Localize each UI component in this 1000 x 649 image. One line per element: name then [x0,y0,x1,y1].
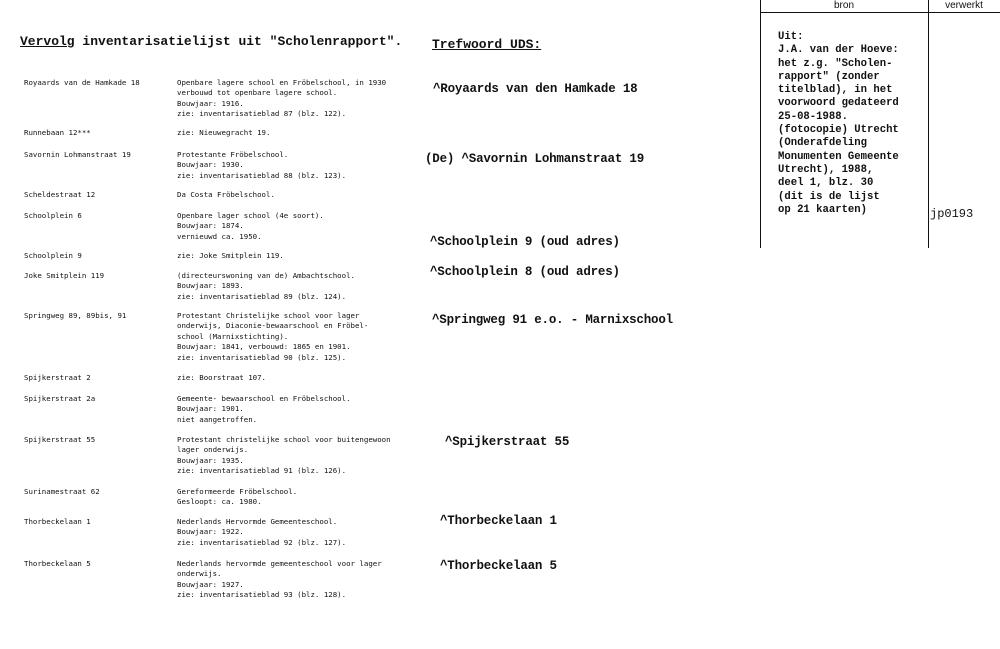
entry-address: Royaards van de Hamkade 18 [24,78,140,87]
entry-line: Protestant christelijke school voor buitengewoon [177,435,391,444]
entry-line: zie: Nieuwegracht 19. [177,128,271,137]
entry-description [177,559,427,601]
entry-line: Bouwjaar: 1930. [177,160,244,170]
entry-description [177,150,427,181]
entry-line: Gereformeerde Fröbelschool. [177,487,298,496]
entry-keyword: ^Thorbeckelaan 1 [440,514,557,528]
source-line: 25-08-1988. [778,110,848,123]
entry-keyword: ^Schoolplein 8 (oud adres) [430,265,620,279]
entry-line: onderwijs. [177,569,222,579]
entry-description [177,311,427,363]
entry-line: zie: inventarisatieblad 87 (blz. 122). [177,109,347,119]
entry-address: Schoolplein 6 [24,211,82,220]
entry-description [177,251,427,261]
entry-address: Spijkerstraat 55 [24,435,96,444]
entry-description [177,190,427,200]
source-line: op 21 kaarten) [778,203,868,216]
entry-line: vernieuwd ca. 1950. [177,231,262,241]
entry-address: Spijkerstraat 2 [24,373,91,382]
source-line: (fotocopie) Utrecht [778,124,899,137]
entry-line: zie: inventarisatieblad 93 (blz. 128). [177,590,347,600]
entry-line: niet aangetroffen. [177,414,258,424]
source-line: J.A. van der Hoeve: [778,44,899,57]
page-title [20,34,402,49]
entry-line: Gesloopt: ca. 1980. [177,497,262,507]
source-box-divider [928,0,929,248]
title-rest: inventarisatielijst uit "Scholenrapport". [82,34,403,49]
entry-line: Bouwjaar: 1841, verbouwd: 1865 en 1901. [177,342,351,352]
source-box-header-line [760,12,1000,13]
entry-keyword: ^Thorbeckelaan 5 [440,559,557,573]
source-column-header: bron [833,0,854,11]
entry-line: Da Costa Fröbelschool. [177,190,275,199]
processed-column-header: verwerkt [945,0,983,11]
source-line: Utrecht), 1988, [778,163,874,176]
entry-line: Bouwjaar: 1874. [177,221,244,231]
entry-address: Springweg 89, 89bis, 91 [24,311,127,320]
source-line: het z.g. "Scholen- [778,57,893,70]
entry-line: Bouwjaar: 1916. [177,98,244,108]
entry-description [177,487,427,508]
entry-description [177,211,427,242]
entry-description [177,517,427,548]
entry-line: zie: Boorstraat 107. [177,373,266,382]
entry-line: Bouwjaar: 1935. [177,455,244,465]
source-box [760,0,1000,248]
source-line: voorwoord gedateerd [778,97,899,110]
title-prefix: Vervolg [20,34,75,49]
entry-description [177,373,427,383]
entry-line: Bouwjaar: 1927. [177,579,244,589]
entry-line: Openbare lager school (4e soort). [177,211,324,220]
source-line: rapport" (zonder [778,70,880,83]
entry-line: zie: Joke Smitplein 119. [177,251,284,260]
entry-address: Surinamestraat 62 [24,487,100,496]
source-line: Uit: [778,31,804,43]
entry-line: Protestante Fröbelschool. [177,150,289,159]
keyword-heading: Trefwoord UDS: [432,37,542,52]
entry-address: Savornin Lohmanstraat 19 [24,150,131,159]
entry-line: zie: inventarisatieblad 92 (blz. 127). [177,537,347,547]
entry-description [177,78,427,120]
entry-description [177,394,427,425]
entry-line: Bouwjaar: 1893. [177,281,244,291]
entry-description [177,435,427,477]
entry-keyword: ^Springweg 91 e.o. - Marnixschool [432,313,673,327]
source-text [778,31,928,217]
entry-description [177,128,427,138]
entry-line: zie: inventarisatieblad 88 (blz. 123). [177,170,347,180]
source-line: titelblad), in het [778,84,893,97]
entry-line: zie: inventarisatieblad 90 (blz. 125). [177,352,347,362]
entry-keyword: ^Spijkerstraat 55 [445,435,570,449]
entry-line: Protestant Christelijke school voor lager [177,311,360,320]
entry-line: lager onderwijs. [177,445,249,455]
entry-line: Nederlands hervormde gemeenteschool voor lager [177,559,382,568]
entry-line: onderwijs, Diaconie-bewaarschool en Fröbel- [177,321,369,331]
entry-line: Bouwjaar: 1901. [177,404,244,414]
entry-keyword: ^Schoolplein 9 (oud adres) [430,235,620,249]
entry-address: Schoolplein 9 [24,251,82,260]
source-box-left-border [760,0,761,248]
entry-line: zie: inventarisatieblad 91 (blz. 126). [177,466,347,476]
entry-address: Thorbeckelaan 5 [24,559,91,568]
source-line: Monumenten Gemeente [778,150,899,163]
entry-address: Thorbeckelaan 1 [24,517,91,526]
entry-address: Runnebaan 12*** [24,128,91,137]
source-line: (Onderafdeling [778,137,868,150]
source-line: (dit is de lijst [778,190,880,203]
entry-line: school (Marnixstichting). [177,331,289,341]
entry-line: Gemeente- bewaarschool en Fröbelschool. [177,394,351,403]
entry-description [177,271,427,302]
entry-line: Bouwjaar: 1922. [177,527,244,537]
entry-keyword: ^Royaards van den Hamkade 18 [433,82,638,96]
entry-address: Scheldestraat 12 [24,190,96,199]
entry-address: Joke Smitplein 119 [24,271,105,280]
entry-line: zie: inventarisatieblad 89 (blz. 124). [177,291,347,301]
entry-keyword: (De) ^Savornin Lohmanstraat 19 [425,152,645,166]
processed-code: jp0193 [930,207,974,221]
entry-line: verbouwd tot openbare lagere school. [177,88,338,98]
source-line: deel 1, blz. 30 [778,177,874,190]
entry-address: Spijkerstraat 2a [24,394,96,403]
entry-line: Nederlands Hervormde Gemeenteschool. [177,517,338,526]
entry-line: Openbare lagere school en Fröbelschool, in 1930 [177,78,387,87]
entry-line: (directeurswoning van de) Ambachtschool. [177,271,355,280]
